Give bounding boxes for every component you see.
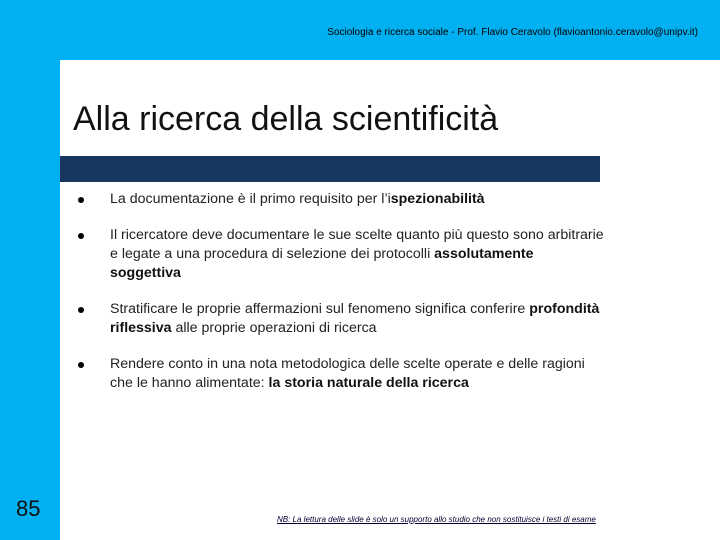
bullet-item <box>78 355 608 393</box>
content-corner <box>60 60 105 105</box>
bullet-text: Il ricercatore deve documentare le sue scelte quanto più questo sono arbitrarie e legate a una procedura di selezione dei protocolli <box>110 227 604 262</box>
bullet-emphasis: assolutamente soggettiva <box>110 246 534 281</box>
page-number: 85 <box>16 496 41 521</box>
bullet-text: Stratificare le proprie affermazioni sul fenomeno significa conferire <box>110 301 530 317</box>
bullet-item <box>78 226 608 283</box>
bullet-dot-icon <box>78 362 84 368</box>
footer-disclaimer-link[interactable]: NB: La lettura delle slide è solo un supporto allo studio che non sostituisce i testi di esame <box>277 515 596 524</box>
bullet-item <box>78 190 608 209</box>
bullet-text: La documentazione è il primo requisito per l’i <box>110 191 391 207</box>
bullet-item <box>78 300 608 338</box>
bullet-emphasis: spezionabilità <box>390 191 485 207</box>
bullet-dot-icon <box>78 307 84 313</box>
slide-title: Alla ricerca della scientificità <box>73 100 499 138</box>
bullet-emphasis: profondità riflessiva <box>110 301 600 336</box>
course-header: Sociologia e ricerca sociale - Prof. Flavio Ceravolo (flavioantonio.ceravolo@unipv.it) <box>327 27 698 38</box>
bullet-emphasis: la storia naturale della ricerca <box>268 375 469 391</box>
sidebar-accent-band <box>0 0 60 540</box>
bullet-dot-icon <box>78 197 84 203</box>
bullet-text-tail: alle proprie operazioni di ricerca <box>171 320 377 336</box>
bullet-list <box>78 190 608 393</box>
title-underline-bar <box>60 156 600 182</box>
bullet-text: Rendere conto in una nota metodologica delle scelte operate e delle ragioni che le hanno alimentate: <box>110 356 585 391</box>
bullet-dot-icon <box>78 233 84 239</box>
